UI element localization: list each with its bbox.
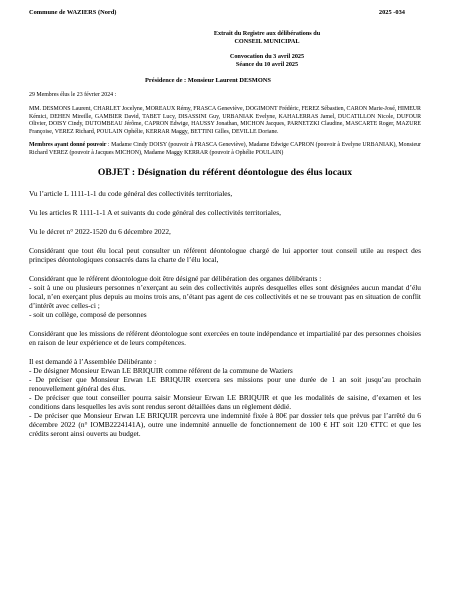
presidence-line: Présidence de : Monsieur Laurent DESMONS <box>145 77 271 84</box>
paragraph-demande-item-2: - De préciser que Monsieur Erwan LE BRIQUIR exercera ses missions pour une durée de 1 an soit jusqu’au prochain renouvellement général des élus. <box>29 374 421 393</box>
document-page <box>29 9 421 438</box>
paragraph-demande-item-1: - De désigner Monsieur Erwan LE BRIQUIR comme référent de la commune de Waziers <box>29 365 293 375</box>
document-header <box>29 9 421 16</box>
extract-line-2: CONSEIL MUNICIPAL <box>234 38 300 45</box>
paragraph-considerant-1: Considérant que tout élu local peut consulter un référent déontologue chargé de lui apporter tout conseil utile au respect des principes déontologiques consacrés dans la charte de l’élu local, <box>29 245 421 264</box>
paragraph-considerant-2-option-1: - soit à une ou plusieurs personnes n’exerçant au sein des collectivités auprès desquelles elles sont désignées aucun mandat d’élu local, n’en exerçant plus depuis au moins trois ans, n’étant pas agent de ces collectivités et ne se trouvant pas en situation de conflit d’intérêt avec celles-ci ; <box>29 282 421 310</box>
paragraph-considerant-2-option-2: - soit un collège, composé de personnes <box>29 309 147 319</box>
members-list: MM. DESMONS Laurent, CHARLET Jocelyne, MOREAUX Rémy, FRASCA Geneviève, DOGIMONT Frédéric, FEREZ Sébastien, CARON Marie-José, HIMEUR Kémici, DEHEN Mireille, GAMBIER David, TABET Lucy, DISASSINI Guy, URBANIAK Evelyne, KAHALERRAS Jamel, DUCATILLON Nicole, DUFOUR Olivier, DOISY Cindy, DUTOMBEAU Jérôme, CAPRON Edwige, HAUSSY Jonathan, MICHON Jacques, PARNETZKI Claudine, MASCARTE Roger, MAZURE Françoise, VEREZ Richard, POULAIN Ophélie, KERRAR Maggy, BETTINI Gilles, DEVILLE Doriane. <box>29 106 421 135</box>
extract-block <box>167 30 367 69</box>
proxy-members <box>29 142 421 157</box>
paragraph-vu-article: Vu l’article L 1111-1-1 du code général des collectivités territoriales, <box>29 188 233 198</box>
deliberation-body <box>29 189 421 438</box>
proxy-members-text: : Madame Cindy DOISY (pouvoir à FRASCA Geneviève), Madame Edwige CAPRON (pouvoir à Evelyne URBANIAK), Monsieur Richard VEREZ (pouvoir à Jacques MICHON), Madame Maggy KERRAR (pouvoir à Ophélie POULAIN) <box>29 142 421 156</box>
members-intro: 29 Membres élus le 23 février 2024 : <box>29 92 117 98</box>
paragraph-considerant-3: Considérant que les missions de référent déontologue sont exercées en toute indépendance et impartialité par des personnes choisies en raison de leur expérience et de leurs compétences. <box>29 328 421 347</box>
paragraph-demande-item-3: - De préciser que tout conseiller pourra saisir Monsieur Erwan LE BRIQUIR et que les modalités de saisine, d’examen et les conditions dans lesquelles les avis sont rendus seront détaillées dans un règlement dédié. <box>29 392 421 411</box>
paragraph-demande-item-4: - De préciser que Monsieur Erwan LE BRIQUIR percevra une indemnité fixée à 80€ par dossier tels que prévus par l’arrêté du 6 décembre 2022 (n° IOMB2224141A), outre une indemnité annuelle de fonctionnement de 100 € HT soit 120 €TTC et que les crédits seront ainsi ouverts au budget. <box>29 410 421 438</box>
commune-name: Commune de WAZIERS (Nord) <box>29 9 117 16</box>
convocation-date: Convocation du 3 avril 2025 <box>229 53 305 60</box>
paragraph-vu-articles: Vu les articles R 1111-1-1 A et suivants du code général des collectivités territoriales, <box>29 207 281 217</box>
seance-date: Séance du 10 avril 2025 <box>235 61 299 68</box>
paragraph-vu-decret: Vu le décret n° 2022-1520 du 6 décembre 2022, <box>29 226 171 236</box>
extract-line-1: Extrait du Registre aux délibérations du <box>213 30 321 37</box>
paragraph-demande: Il est demandé à l’Assemblée Délibérante : <box>29 356 157 366</box>
objet-title: OBJET : Désignation du référent déontologue des élus locaux <box>97 166 353 178</box>
paragraph-considerant-2: Considérant que le référent déontologue doit être désigné par délibération des organes délibérants : <box>29 273 322 283</box>
proxy-members-label: Membres ayant donné pouvoir <box>29 142 107 149</box>
deliberation-reference: 2025 -034 <box>378 9 405 16</box>
